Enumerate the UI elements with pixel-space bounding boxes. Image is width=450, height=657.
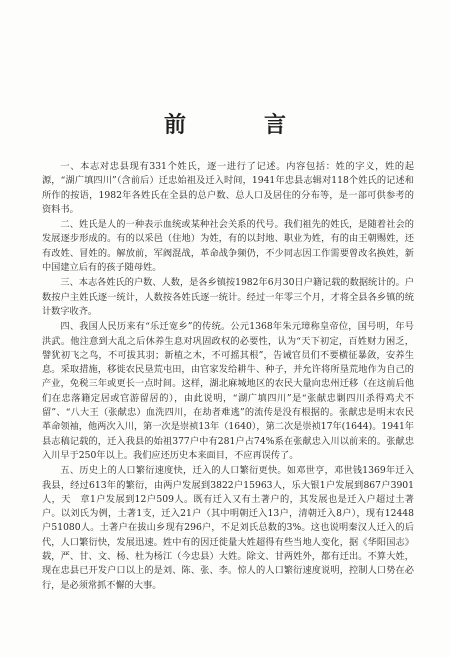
paragraph-1: 一、本志对忠县现有331个姓氏，逐一进行了记述。内容包括：姓的字义，姓的起源，“湖广填四川”（含前后）迁忠始祖及迁入时间，1941年忠县志辑对118个姓氏的记述和所作的按语，1982年各姓氏在全县的总户数、总人口及居住的分布等，是一部可供参考的资料书。 <box>42 161 414 215</box>
paragraph-5: 五、历史上的人口繁衍速度快，迁入的人口繁衍更快。如邓世亨，邓世钱1369年迁入我县，经过613年的繁衍，由两户发展到3822户15963人，乐大银1户发展到867户3901人，天 章1户发展到12户509人。既有迁入又有土著户的，其发展也是迁入户超过土著户。以刘氏为例，土著1支，迁入21户（其中明朝迁入13户，清朝迁入8户），现有12448户51080人。土著户在拔山乡现有296户，不足刘氏总数的3%。这也说明秦汉人迁入的后代，人口繁衍快，发展迅速。姓中有的因迁徙量大姓超得有些当地人变化，据《华阳国志》载，严、甘、文、杨、杜为杨江（今忠县）大姓。除文、甘两姓外，都有迁出。不算大姓，现在忠县已开发户口以上的是刘、陈、张、李。惊人的人口繁衍速度说明，控制人口势在必行，是必须常抓不懈的大事。 <box>42 465 414 591</box>
page-title: 前 言 <box>163 112 314 138</box>
paragraph-4: 四、我国人民历来有“乐迁宽乡”的传统。公元1368年朱元璋称皇帝位，国号明，年号洪武。他注意到大乱之后休养生息对巩固政权的必要性，认为“天下初定，百姓财力困乏，譬犹初飞之鸟，不可拔其羽；新植之木，不可摇其根”，告诫官员们不要横征暴敛，安养生息。采取措施，移徙农民垦荒屯田，由官家发给耕牛、种子，并允许将所垦荒地作为自己的产业，免税三年或更长一点时间。这样，湖北麻城地区的农民大量向忠州迁移（在这前后他们在忠落籍定居或官游留居的），由此说明，“湖广填四川”是“张献忠剿四川杀得鸡犬不留”、“八大王（张献忠）血洗四川，在劫者难逃”的流传是没有根据的。张献忠是明末农民革命领袖，他两次入川，第一次是崇祯13年（1640），第二次是崇祯17年(1644)。1941年县志稿记载的，迁入我县的始祖377户中有281户占74%系在张献忠入川以前来的。张献忠入川早于250年以上。我们应还历史本来面目，不应再误传了。 <box>42 321 414 461</box>
paragraph-3: 三、本志各姓氏的户数、人数，是各乡镇按1982年6月30日户籍记载的数据统计的。户数按户主姓氏逐一统计，人数按各姓氏逐一统计。经过一年零三个月，才将全县各乡镇的统计数字收齐。 <box>42 277 414 317</box>
document-body <box>42 160 414 593</box>
paragraph-2: 二、姓氏是人的一种表示血统或某种社会关系的代号。我们祖先的姓氏，是随着社会的发展逐步形成的。有的以采邑（住地）为姓，有的以封地、职业为姓，有的由王朝赐姓，还有改姓、冒姓的。解放前，军阀混战，革命战争频仍，不少同志因工作需要曾改名换姓，新中国建立后有的孩子随母姓。 <box>42 219 414 274</box>
